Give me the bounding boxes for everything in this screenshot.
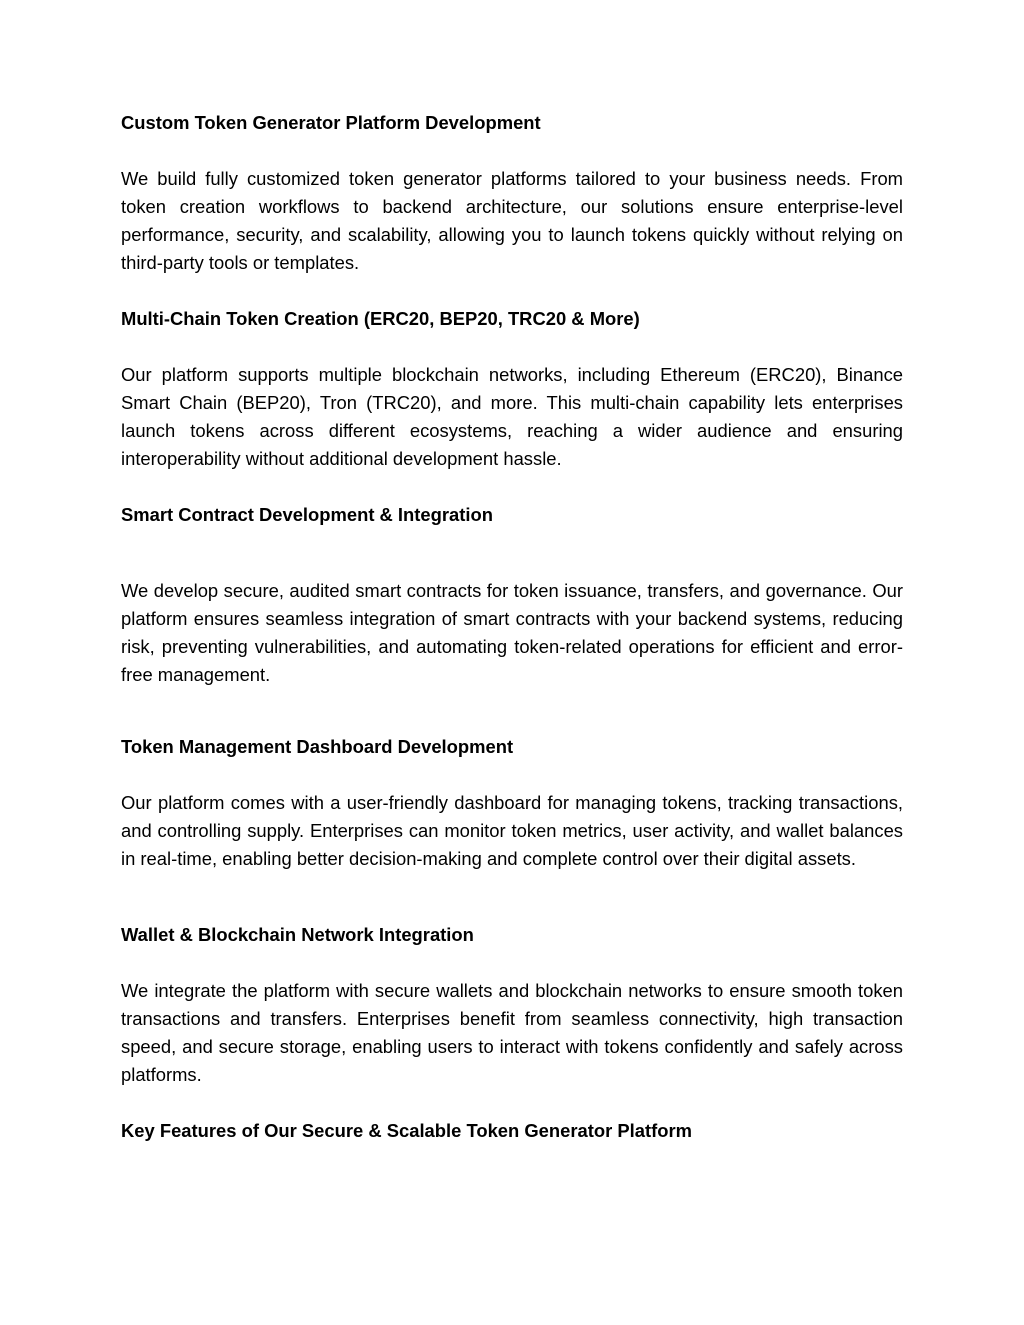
heading-wallet-network-integration: Wallet & Blockchain Network Integration — [121, 924, 474, 945]
heading-custom-token-platform: Custom Token Generator Platform Development — [121, 112, 541, 133]
paragraph-smart-contract-development: We develop secure, audited smart contracts for token issuance, transfers, and governance. Our platform ensures seamless integration of smart contracts with your backend systems, reducing risk, preventing vulnerabilities, and automating token-related operations for efficient and error-free management. — [121, 580, 903, 685]
heading-key-features: Key Features of Our Secure & Scalable Token Generator Platform — [121, 1120, 692, 1141]
paragraph-wallet-network-integration: We integrate the platform with secure wallets and blockchain networks to ensure smooth token transactions and transfers. Enterprises benefit from seamless connectivity, high transaction speed, and secure storage, enabling users to interact with tokens confidently and safely across platforms. — [121, 980, 903, 1085]
paragraph-custom-token-platform: We build fully customized token generator platforms tailored to your business needs. From token creation workflows to backend architecture, our solutions ensure enterprise-level performance, security, and scalability, allowing you to launch tokens quickly without relying on third-party tools or templates. — [121, 168, 903, 273]
heading-smart-contract-development: Smart Contract Development & Integration — [121, 504, 493, 525]
heading-token-management-dashboard: Token Management Dashboard Development — [121, 736, 514, 757]
paragraph-multi-chain-token-creation: Our platform supports multiple blockchain networks, including Ethereum (ERC20), Binance Smart Chain (BEP20), Tron (TRC20), and more. This multi-chain capability lets enterprises launch tokens across different ecosystems, reaching a wider audience and ensuring interoperability without additional development hassle. — [121, 364, 903, 469]
heading-multi-chain-token-creation: Multi-Chain Token Creation (ERC20, BEP20, TRC20 & More) — [121, 308, 640, 329]
paragraph-token-management-dashboard: Our platform comes with a user-friendly dashboard for managing tokens, tracking transactions, and controlling supply. Enterprises can monitor token metrics, user activity, and wallet balances in real-time, enabling better decision-making and complete control over their digital assets. — [121, 792, 903, 869]
